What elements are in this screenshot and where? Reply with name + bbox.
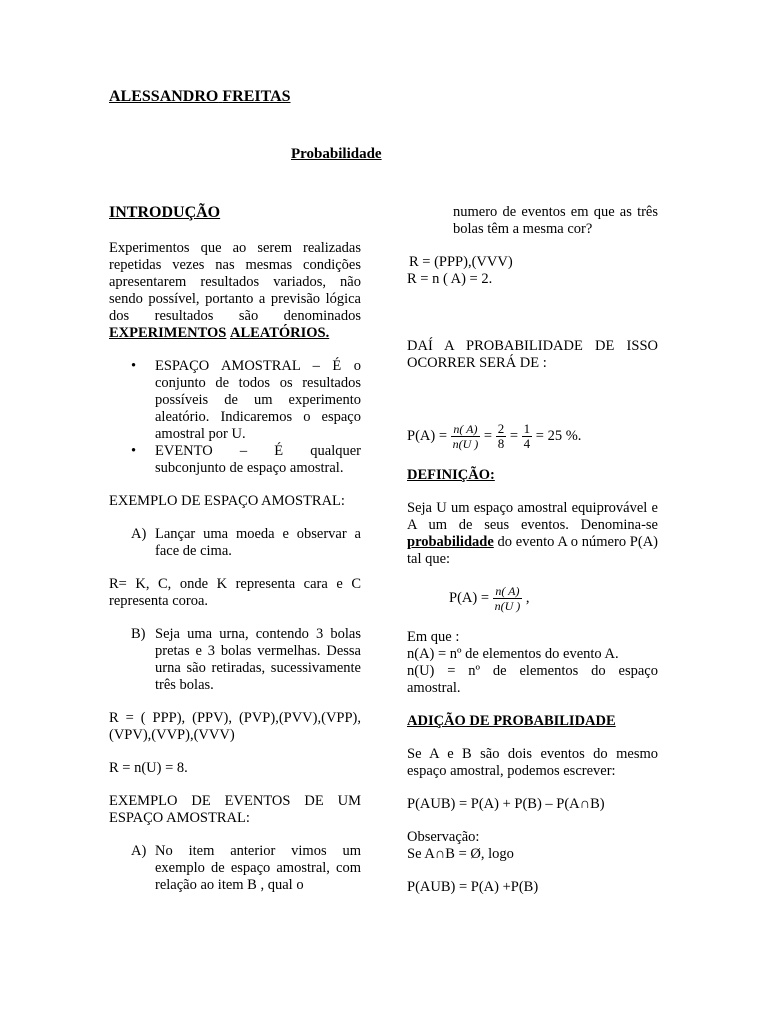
fraction-two-eighths xyxy=(496,422,507,451)
pa-result: = 25 %. xyxy=(535,427,582,444)
fraction-numerator: n( A) xyxy=(451,422,481,437)
item-label: B) xyxy=(131,626,146,642)
equals-sign: = xyxy=(509,427,519,444)
fraction-denominator: n(U ) xyxy=(494,599,521,613)
author-name xyxy=(109,88,291,106)
continuation-text: numero de eventos em que as três bolas têm a mesma cor? xyxy=(453,204,658,237)
formula-union: P(AUB) = P(A) + P(B) – P(A∩B) xyxy=(407,796,605,812)
bullet-dot: • xyxy=(131,358,137,374)
bullet-dot: • xyxy=(131,443,137,459)
definicao-heading: DEFINIÇÃO: xyxy=(407,467,495,483)
bullet-text: ESPAÇO AMOSTRAL – É o conjunto de todos os resultados possíveis de um experimento aleatório. Indicaremos o espaço amostral por U. xyxy=(155,358,361,442)
example2-heading: EXEMPLO DE EVENTOS DE UM ESPAÇO AMOSTRAL: xyxy=(109,793,361,826)
r-event-count: R = n ( A) = 2. xyxy=(407,271,493,287)
intro-text: Experimentos que ao serem realizadas repetidas vezes nas mesmas condições apresentarem resultados variados, não sendo possível, portanto a previsão lógica dos resultados são denominados xyxy=(109,240,361,324)
bullet-text: EVENTO – É qualquer subconjunto de espaço amostral. xyxy=(155,443,361,476)
probabilidade-bold: probabilidade xyxy=(407,534,494,550)
equation-comma: , xyxy=(525,589,530,606)
r-count: R = n(U) = 8. xyxy=(109,760,188,776)
intro-paragraph xyxy=(109,240,361,342)
intro-heading: INTRODUÇÃO xyxy=(109,204,221,221)
dai-text: DAÍ A PROBABILIDADE DE ISSO OCORRER SERÁ DE : xyxy=(407,338,658,371)
adicao-text: Se A e B são dois eventos do mesmo espaço amostral, podemos escrever: xyxy=(407,746,658,779)
fraction-denominator: 8 xyxy=(497,436,505,451)
formula-disjoint: P(AUB) = P(A) +P(B) xyxy=(407,879,539,895)
item-text: No item anterior vimos um exemplo de espaço amostral, com relação ao item B , qual o xyxy=(155,843,361,893)
left-column xyxy=(109,204,361,894)
equals-sign: = xyxy=(483,427,493,444)
observacao: Observação: xyxy=(407,829,480,845)
bullet-espaco-amostral xyxy=(109,358,361,443)
em-que: Em que : xyxy=(407,629,460,645)
fraction-numerator: 1 xyxy=(523,421,531,436)
author-first-name: ALESSANDRO xyxy=(109,88,219,105)
item-a2 xyxy=(109,843,361,894)
aleatorios-bold: ALEATÓRIOS. xyxy=(230,325,330,341)
fraction-denominator: n(U ) xyxy=(452,437,479,451)
fraction-one-fourth xyxy=(522,422,533,451)
na-definition: n(A) = nº de elementos do evento A. xyxy=(407,646,619,662)
nu-definition: n(U) = nº de elementos do espaço amostral. xyxy=(407,663,658,696)
fraction-na-nu xyxy=(451,422,481,451)
item-label: A) xyxy=(131,843,147,859)
right-column xyxy=(407,204,658,896)
page-title: Probabilidade xyxy=(291,146,382,162)
def-text-1: Seja U um espaço amostral equiprovável e A um de seus eventos. Denomina-se xyxy=(407,500,658,533)
fraction-denominator: 4 xyxy=(523,436,531,451)
observacao-condition: Se A∩B = Ø, logo xyxy=(407,846,514,862)
fraction-numerator: n( A) xyxy=(493,584,523,599)
definition-equation xyxy=(407,584,658,613)
experimentos-bold: EXPERIMENTOS xyxy=(109,325,227,341)
item-text: Seja uma urna, contendo 3 bolas pretas e 3 bolas vermelhas. Dessa urna são retiradas, sucessivamente três bolas. xyxy=(155,626,361,693)
example1-heading: EXEMPLO DE ESPAÇO AMOSTRAL: xyxy=(109,493,345,509)
author-last-name: FREITAS xyxy=(222,88,291,105)
fraction-na-nu xyxy=(493,584,523,613)
bullet-evento xyxy=(109,443,361,477)
item-text: Lançar uma moeda e observar a face de cima. xyxy=(155,526,361,559)
pa-lhs: P(A) = xyxy=(407,427,447,444)
item-a xyxy=(109,526,361,560)
probability-equation xyxy=(407,422,658,451)
adicao-heading: ADIÇÃO DE PROBABILIDADE xyxy=(407,713,616,729)
item-b xyxy=(109,626,361,694)
definicao-paragraph xyxy=(407,500,658,568)
pa-def-lhs: P(A) = xyxy=(449,589,489,606)
fraction-numerator: 2 xyxy=(497,421,505,436)
r-line: R= K, C, onde K representa cara e C representa coroa. xyxy=(109,576,361,609)
r-event: R = (PPP),(VVV) xyxy=(409,254,513,270)
r-set: R = ( PPP), (PPV), (PVP),(PVV),(VPP),(VPV),(VVP),(VVV) xyxy=(109,710,361,743)
item-label: A) xyxy=(131,526,147,542)
def-text-2: do evento A o número P(A) tal que: xyxy=(407,534,658,567)
